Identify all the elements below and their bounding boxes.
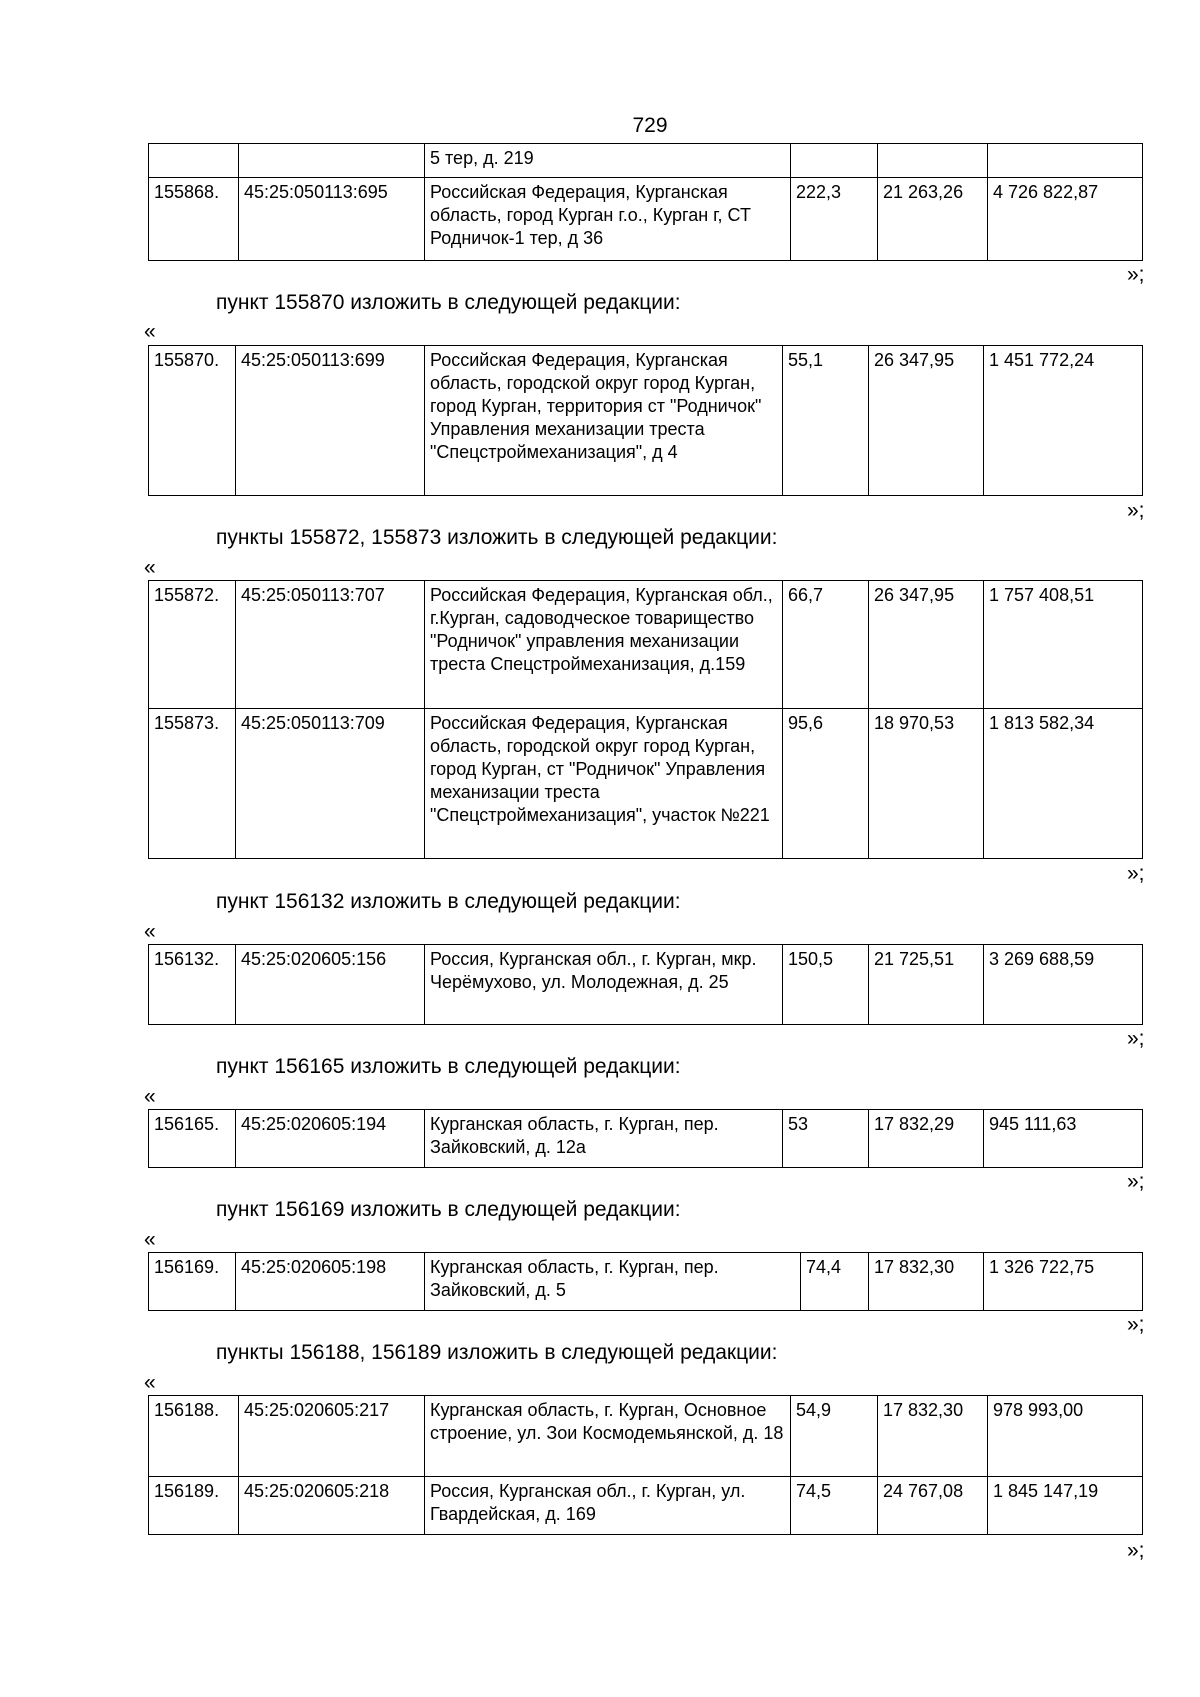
cell-address: Курганская область, г. Курган, Основное строение, ул. Зои Космодемьянской, д. 18 — [425, 1396, 791, 1477]
continuation-table — [148, 143, 1143, 261]
cell-number: 155872. — [149, 581, 236, 709]
open-quote: « — [144, 1371, 156, 1394]
cell-address: 5 тер, д. 219 — [425, 144, 791, 178]
cell-rate: 21 725,51 — [869, 945, 984, 1025]
section-heading: пункт 156169 изложить в следующей редакции: — [216, 1198, 681, 1221]
table-row — [149, 178, 1143, 261]
close-quote: »; — [1127, 263, 1145, 286]
cell-area: 150,5 — [783, 945, 869, 1025]
cell-rate: 17 832,30 — [878, 1396, 988, 1477]
cell-number: 155873. — [149, 709, 236, 859]
cell-address: Российская Федерация, Курганская область, городской округ город Курган, город Курган, ст "Родничок" Управления механизации треста "Спецстроймеханизация", участок №221 — [425, 709, 783, 859]
cell-area: 66,7 — [783, 581, 869, 709]
table-row — [149, 1110, 1143, 1168]
cell-value: 3 269 688,59 — [984, 945, 1143, 1025]
cell-value: 1 813 582,34 — [984, 709, 1143, 859]
cell-rate: 24 767,08 — [878, 1477, 988, 1535]
cell-area: 95,6 — [783, 709, 869, 859]
cell-area: 74,5 — [791, 1477, 878, 1535]
cell-area: 55,1 — [783, 346, 869, 496]
table-row — [149, 346, 1143, 496]
cell-value: 1 451 772,24 — [984, 346, 1143, 496]
section-heading: пункт 156132 изложить в следующей редакции: — [216, 890, 681, 913]
table-row — [149, 1477, 1143, 1535]
cell-area: 74,4 — [801, 1253, 869, 1311]
cell-cadastral: 45:25:050113:707 — [236, 581, 425, 709]
cell-cadastral: 45:25:050113:709 — [236, 709, 425, 859]
amendment-table — [148, 580, 1143, 859]
cell-area: 54,9 — [791, 1396, 878, 1477]
table-row — [149, 581, 1143, 709]
close-quote: »; — [1127, 1313, 1145, 1336]
cell-cadastral: 45:25:020605:194 — [236, 1110, 425, 1168]
close-quote: »; — [1127, 1027, 1145, 1050]
cell-rate: 17 832,29 — [869, 1110, 984, 1168]
page-number: 729 — [632, 114, 668, 137]
cell-address: Российская Федерация, Курганская область, городской округ город Курган, город Курган, территория ст "Родничок" Управления механизации треста "Спецстроймеханизация", д 4 — [425, 346, 783, 496]
cell-area — [791, 144, 878, 178]
cell-cadastral: 45:25:050113:699 — [236, 346, 425, 496]
cell-area: 222,3 — [791, 178, 878, 261]
section-heading: пункты 155872, 155873 изложить в следующей редакции: — [216, 526, 778, 549]
amendment-table — [148, 1252, 1143, 1311]
cell-number: 156132. — [149, 945, 236, 1025]
table-row — [149, 1396, 1143, 1477]
cell-number — [149, 144, 239, 178]
cell-value — [988, 144, 1143, 178]
open-quote: « — [144, 920, 156, 943]
cell-rate: 26 347,95 — [869, 581, 984, 709]
cell-number: 156188. — [149, 1396, 239, 1477]
close-quote: »; — [1127, 499, 1145, 522]
open-quote: « — [144, 556, 156, 579]
cell-address: Курганская область, г. Курган, пер. Зайковский, д. 5 — [425, 1253, 801, 1311]
cell-address: Российская Федерация, Курганская обл., г.Курган, садоводческое товарищество "Родничок" управления механизации треста Спецстроймеханизация, д.159 — [425, 581, 783, 709]
amendment-table — [148, 1109, 1143, 1168]
cell-value: 945 111,63 — [984, 1110, 1143, 1168]
cell-rate — [878, 144, 988, 178]
section-heading: пункты 156188, 156189 изложить в следующей редакции: — [216, 1341, 778, 1364]
cell-value: 1 757 408,51 — [984, 581, 1143, 709]
cell-number: 156165. — [149, 1110, 236, 1168]
cell-cadastral: 45:25:020605:156 — [236, 945, 425, 1025]
cell-number: 155868. — [149, 178, 239, 261]
open-quote: « — [144, 320, 156, 343]
open-quote: « — [144, 1228, 156, 1251]
cell-cadastral: 45:25:020605:198 — [236, 1253, 425, 1311]
cell-value: 1 845 147,19 — [988, 1477, 1143, 1535]
cell-address: Россия, Курганская обл., г. Курган, ул. Гвардейская, д. 169 — [425, 1477, 791, 1535]
amendment-table — [148, 1395, 1143, 1535]
close-quote: »; — [1127, 1170, 1145, 1193]
cell-rate: 18 970,53 — [869, 709, 984, 859]
cell-area: 53 — [783, 1110, 869, 1168]
close-quote: »; — [1127, 1539, 1145, 1562]
amendment-table — [148, 944, 1143, 1025]
open-quote: « — [144, 1085, 156, 1108]
section-heading: пункт 156165 изложить в следующей редакции: — [216, 1055, 681, 1078]
cell-rate: 17 832,30 — [869, 1253, 984, 1311]
cell-address: Россия, Курганская обл., г. Курган, мкр. Черёмухово, ул. Молодежная, д. 25 — [425, 945, 783, 1025]
cell-number: 156189. — [149, 1477, 239, 1535]
table-row — [149, 709, 1143, 859]
cell-number: 156169. — [149, 1253, 236, 1311]
cell-cadastral: 45:25:020605:218 — [239, 1477, 425, 1535]
cell-cadastral: 45:25:020605:217 — [239, 1396, 425, 1477]
cell-number: 155870. — [149, 346, 236, 496]
close-quote: »; — [1127, 862, 1145, 885]
amendment-table — [148, 345, 1143, 496]
cell-value: 1 326 722,75 — [984, 1253, 1143, 1311]
table-row — [149, 1253, 1143, 1311]
section-heading: пункт 155870 изложить в следующей редакции: — [216, 291, 681, 314]
cell-address: Российская Федерация, Курганская область, город Курган г.о., Курган г, СТ Родничок-1 тер, д 36 — [425, 178, 791, 261]
table-row — [149, 144, 1143, 178]
table-row — [149, 945, 1143, 1025]
cell-cadastral — [239, 144, 425, 178]
cell-value: 978 993,00 — [988, 1396, 1143, 1477]
cell-cadastral: 45:25:050113:695 — [239, 178, 425, 261]
cell-value: 4 726 822,87 — [988, 178, 1143, 261]
cell-rate: 21 263,26 — [878, 178, 988, 261]
cell-address: Курганская область, г. Курган, пер. Зайковский, д. 12а — [425, 1110, 783, 1168]
cell-rate: 26 347,95 — [869, 346, 984, 496]
